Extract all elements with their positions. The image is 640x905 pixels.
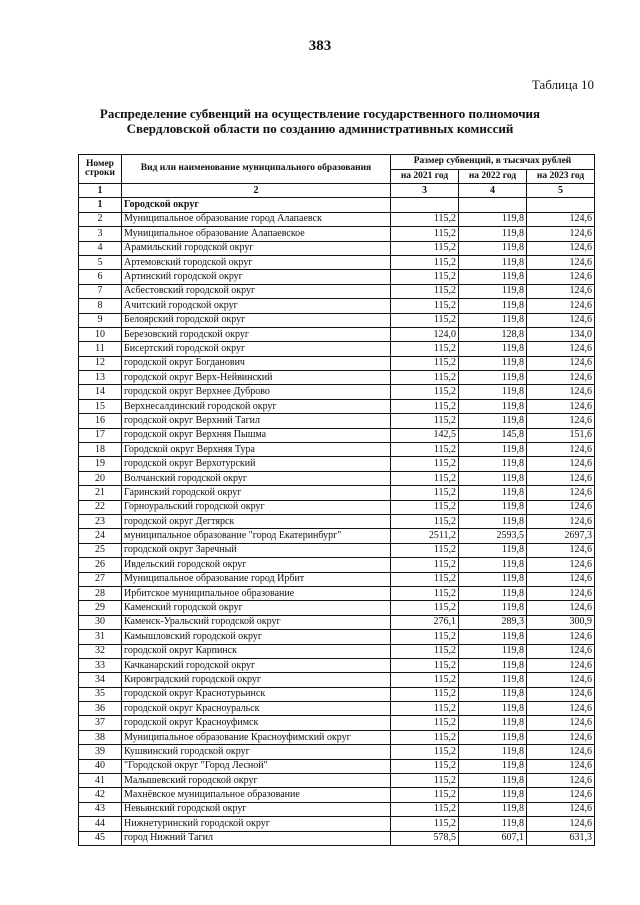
table-row [79,414,595,428]
table-row [79,313,595,327]
amount-2022-cell: 119,8 [459,486,527,500]
table-row [79,658,595,672]
amount-2021-cell: 115,2 [391,572,459,586]
municipality-name-cell: Муниципальное образование Красноуфимский округ [122,730,391,744]
municipality-name-cell: городской округ Богданович [122,356,391,370]
amount-2021-cell: 115,2 [391,284,459,298]
table-row [79,428,595,442]
amount-2022-cell: 119,8 [459,543,527,557]
table-row [79,601,595,615]
table-row [79,270,595,284]
amount-2023-cell: 124,6 [527,702,595,716]
table-row [79,457,595,471]
amount-2022-cell: 119,8 [459,802,527,816]
municipality-name-cell: Камышловский городской округ [122,630,391,644]
amount-2021-cell: 115,2 [391,586,459,600]
municipality-name-cell: Ирбитское муниципальное образование [122,586,391,600]
amount-2023-cell: 134,0 [527,327,595,341]
amount-2021-cell: 115,2 [391,371,459,385]
municipality-name-cell: Муниципальное образование Алапаевское [122,227,391,241]
row-number-cell: 15 [79,399,122,413]
amount-2022-cell: 119,8 [459,673,527,687]
municipality-name-cell: Артинский городской округ [122,270,391,284]
amount-2021-cell: 115,2 [391,443,459,457]
row-number-cell: 40 [79,759,122,773]
row-number-cell: 42 [79,788,122,802]
amount-2021-cell: 115,2 [391,457,459,471]
row-number-cell: 43 [79,802,122,816]
amount-2021-cell: 115,2 [391,313,459,327]
table-row [79,543,595,557]
amount-2022-cell: 119,8 [459,687,527,701]
table-body [79,198,595,846]
municipality-name-cell: Верхнесалдинский городской округ [122,399,391,413]
municipality-name-cell: Артемовский городской округ [122,255,391,269]
amount-2023-cell: 124,6 [527,802,595,816]
table-row [79,831,595,845]
municipality-name-cell: Муниципальное образование город Алапаевск [122,212,391,226]
table-row [79,227,595,241]
row-number-cell: 37 [79,716,122,730]
row-number-cell: 36 [79,702,122,716]
amount-2021-cell: 115,2 [391,558,459,572]
amount-2022-cell [459,198,527,212]
amount-2022-cell: 119,8 [459,716,527,730]
amount-2023-cell: 124,6 [527,227,595,241]
municipality-name-cell: городской округ Заречный [122,543,391,557]
amount-2022-cell: 119,8 [459,414,527,428]
table-row [79,299,595,313]
row-number-cell: 30 [79,615,122,629]
row-number-cell: 9 [79,313,122,327]
amount-2023-cell: 124,6 [527,284,595,298]
amount-2022-cell: 119,8 [459,759,527,773]
amount-2021-cell: 115,2 [391,486,459,500]
amount-2021-cell: 578,5 [391,831,459,845]
amount-2021-cell: 115,2 [391,745,459,759]
row-number-cell: 4 [79,241,122,255]
amount-2023-cell: 124,6 [527,500,595,514]
table-row [79,572,595,586]
row-number-cell: 8 [79,299,122,313]
row-number-cell: 17 [79,428,122,442]
header-year-2022: на 2022 год [459,169,527,184]
column-index: 4 [459,184,527,198]
amount-2021-cell: 276,1 [391,615,459,629]
amount-2022-cell: 119,8 [459,212,527,226]
row-number-cell: 11 [79,342,122,356]
table-row [79,371,595,385]
row-number-cell: 27 [79,572,122,586]
row-number-cell: 10 [79,327,122,341]
row-number-cell: 22 [79,500,122,514]
amount-2023-cell: 151,6 [527,428,595,442]
amount-2023-cell: 124,6 [527,745,595,759]
amount-2023-cell: 124,6 [527,255,595,269]
municipality-name-cell: городской округ Верхотурский [122,457,391,471]
table-row [79,342,595,356]
municipality-name-cell: городской округ Дегтярск [122,514,391,528]
amount-2022-cell: 119,8 [459,313,527,327]
table-row [79,630,595,644]
amount-2021-cell: 115,2 [391,514,459,528]
municipality-name-cell: Березовский городской округ [122,327,391,341]
header-year-2023: на 2023 год [527,169,595,184]
row-number-cell: 31 [79,630,122,644]
amount-2021-cell: 115,2 [391,716,459,730]
row-number-cell: 34 [79,673,122,687]
table-label: Таблица 10 [531,77,594,92]
header-row-number: Номер строки [79,155,122,184]
amount-2022-cell: 119,8 [459,514,527,528]
amount-2021-cell: 115,2 [391,730,459,744]
municipality-name-cell: Качканарский городской округ [122,658,391,672]
amount-2021-cell: 115,2 [391,802,459,816]
amount-2022-cell: 119,8 [459,284,527,298]
amount-2022-cell: 119,8 [459,500,527,514]
amount-2021-cell: 115,2 [391,356,459,370]
amount-2023-cell: 2697,3 [527,529,595,543]
municipality-name-cell: Каменск-Уральский городской округ [122,615,391,629]
amount-2022-cell: 119,8 [459,255,527,269]
amount-2021-cell: 115,2 [391,270,459,284]
table-row [79,730,595,744]
row-number-cell: 29 [79,601,122,615]
municipality-name-cell: городской округ Верх-Нейвинский [122,371,391,385]
amount-2022-cell: 119,8 [459,745,527,759]
amount-2021-cell: 115,2 [391,630,459,644]
table-row [79,745,595,759]
row-number-cell: 39 [79,745,122,759]
amount-2023-cell: 124,6 [527,730,595,744]
header-name: Вид или наименование муниципального образования [122,155,391,184]
amount-2023-cell: 124,6 [527,817,595,831]
table-row [79,615,595,629]
amount-2022-cell: 128,8 [459,327,527,341]
municipality-name-cell: городской округ Верхнее Дуброво [122,385,391,399]
amount-2022-cell: 119,8 [459,471,527,485]
table-row [79,241,595,255]
amount-2023-cell: 124,6 [527,558,595,572]
amount-2022-cell: 119,8 [459,299,527,313]
row-number-cell: 45 [79,831,122,845]
table-row [79,471,595,485]
table-row [79,802,595,816]
amount-2021-cell: 115,2 [391,658,459,672]
title-line-2: Свердловской области по созданию административных комиссий [126,121,514,136]
amount-2022-cell: 289,3 [459,615,527,629]
table-row [79,716,595,730]
row-number-cell: 21 [79,486,122,500]
table-row [79,486,595,500]
amount-2021-cell: 115,2 [391,399,459,413]
amount-2023-cell: 124,6 [527,687,595,701]
amount-2023-cell: 124,6 [527,601,595,615]
header-year-2021: на 2021 год [391,169,459,184]
amount-2023-cell: 124,6 [527,774,595,788]
municipality-name-cell: Белоярский городской округ [122,313,391,327]
amount-2023-cell: 124,6 [527,414,595,428]
amount-2023-cell: 631,3 [527,831,595,845]
amount-2023-cell: 124,6 [527,471,595,485]
amount-2022-cell: 119,8 [459,385,527,399]
page-number: 383 [308,38,332,54]
amount-2022-cell: 119,8 [459,399,527,413]
row-number-cell: 44 [79,817,122,831]
amount-2021-cell: 115,2 [391,500,459,514]
subsidy-table [78,154,595,846]
municipality-name-cell: Малышевский городской округ [122,774,391,788]
amount-2021-cell: 124,0 [391,327,459,341]
table-row [79,788,595,802]
amount-2022-cell: 119,8 [459,227,527,241]
municipality-name-cell: Кировградский городской округ [122,673,391,687]
amount-2023-cell: 124,6 [527,313,595,327]
row-number-cell: 2 [79,212,122,226]
amount-2022-cell: 119,8 [459,457,527,471]
row-number-cell: 6 [79,270,122,284]
row-number-cell: 12 [79,356,122,370]
municipality-name-cell: Каменский городской округ [122,601,391,615]
municipality-name-cell: Городской округ Верхняя Тура [122,443,391,457]
table-row [79,385,595,399]
table-row [79,759,595,773]
table-row [79,644,595,658]
row-number-cell: 14 [79,385,122,399]
row-number-cell: 23 [79,514,122,528]
amount-2023-cell: 124,6 [527,457,595,471]
amount-2022-cell: 119,8 [459,558,527,572]
column-index: 1 [79,184,122,198]
amount-2022-cell: 119,8 [459,702,527,716]
municipality-name-cell: городской округ Красноуральск [122,702,391,716]
amount-2021-cell: 115,2 [391,299,459,313]
amount-2021-cell: 115,2 [391,702,459,716]
amount-2023-cell: 124,6 [527,342,595,356]
row-number-cell: 35 [79,687,122,701]
table-row [79,687,595,701]
amount-2022-cell: 119,8 [459,788,527,802]
amount-2022-cell: 119,8 [459,342,527,356]
amount-2022-cell: 607,1 [459,831,527,845]
amount-2022-cell: 119,8 [459,371,527,385]
amount-2023-cell: 124,6 [527,371,595,385]
amount-2023-cell: 124,6 [527,399,595,413]
amount-2022-cell: 119,8 [459,817,527,831]
amount-2021-cell: 115,2 [391,601,459,615]
amount-2022-cell: 119,8 [459,601,527,615]
table-row [79,702,595,716]
amount-2023-cell: 124,6 [527,385,595,399]
column-index: 2 [122,184,391,198]
amount-2021-cell: 115,2 [391,471,459,485]
table-row [79,558,595,572]
municipality-name-cell: Невьянский городской округ [122,802,391,816]
table-row [79,255,595,269]
header-amount: Размер субвенций, в тысячах рублей [391,155,595,170]
row-number-cell: 1 [79,198,122,212]
amount-2022-cell: 119,8 [459,241,527,255]
amount-2022-cell: 119,8 [459,658,527,672]
column-index: 3 [391,184,459,198]
amount-2021-cell: 115,2 [391,673,459,687]
amount-2022-cell: 119,8 [459,443,527,457]
amount-2021-cell: 115,2 [391,543,459,557]
table-row [79,198,595,212]
table-row [79,586,595,600]
amount-2023-cell: 124,6 [527,486,595,500]
table-row [79,774,595,788]
municipality-name-cell: городской округ Верхний Тагил [122,414,391,428]
row-number-cell: 13 [79,371,122,385]
municipality-name-cell: Ивдельский городской округ [122,558,391,572]
amount-2022-cell: 119,8 [459,644,527,658]
municipality-name-cell: Ачитский городской округ [122,299,391,313]
municipality-name-cell: Махнёвское муниципальное образование [122,788,391,802]
amount-2023-cell: 124,6 [527,572,595,586]
amount-2023-cell: 124,6 [527,212,595,226]
amount-2022-cell: 2593,5 [459,529,527,543]
amount-2023-cell: 300,9 [527,615,595,629]
amount-2021-cell: 115,2 [391,759,459,773]
row-number-cell: 3 [79,227,122,241]
amount-2023-cell: 124,6 [527,586,595,600]
amount-2021-cell: 115,2 [391,414,459,428]
amount-2022-cell: 145,8 [459,428,527,442]
municipality-name-cell: Гаринский городской округ [122,486,391,500]
amount-2023-cell: 124,6 [527,630,595,644]
row-number-cell: 26 [79,558,122,572]
amount-2023-cell: 124,6 [527,716,595,730]
table-title [0,106,640,136]
municipality-name-cell: город Нижний Тагил [122,831,391,845]
municipality-name-cell: Асбестовский городской округ [122,284,391,298]
amount-2021-cell: 115,2 [391,227,459,241]
amount-2021-cell: 115,2 [391,644,459,658]
amount-2021-cell: 115,2 [391,241,459,255]
municipality-name-cell: Бисертский городской округ [122,342,391,356]
table-row [79,284,595,298]
amount-2023-cell: 124,6 [527,673,595,687]
municipality-name-cell: "Городской округ "Город Лесной" [122,759,391,773]
table-row [79,356,595,370]
row-number-cell: 20 [79,471,122,485]
municipality-name-cell: Кушвинский городской округ [122,745,391,759]
amount-2021-cell: 115,2 [391,255,459,269]
table-row [79,500,595,514]
amount-2023-cell: 124,6 [527,356,595,370]
amount-2023-cell: 124,6 [527,443,595,457]
amount-2023-cell [527,198,595,212]
amount-2021-cell [391,198,459,212]
amount-2022-cell: 119,8 [459,572,527,586]
row-number-cell: 16 [79,414,122,428]
amount-2021-cell: 115,2 [391,788,459,802]
row-number-cell: 18 [79,443,122,457]
table-row [79,212,595,226]
municipality-name-cell: городской округ Краснотурьинск [122,687,391,701]
table-row [79,529,595,543]
municipality-name-cell: Волчанский городской округ [122,471,391,485]
table-row [79,327,595,341]
amount-2021-cell: 142,5 [391,428,459,442]
amount-2023-cell: 124,6 [527,788,595,802]
row-number-cell: 33 [79,658,122,672]
amount-2023-cell: 124,6 [527,241,595,255]
municipality-name-cell: городской округ Карпинск [122,644,391,658]
amount-2021-cell: 2511,2 [391,529,459,543]
amount-2021-cell: 115,2 [391,687,459,701]
row-number-cell: 24 [79,529,122,543]
row-number-cell: 28 [79,586,122,600]
amount-2022-cell: 119,8 [459,730,527,744]
column-index: 5 [527,184,595,198]
amount-2021-cell: 115,2 [391,774,459,788]
column-index-row [79,184,595,198]
table-row [79,443,595,457]
municipality-name-cell: городской округ Верхняя Пышма [122,428,391,442]
amount-2023-cell: 124,6 [527,759,595,773]
amount-2023-cell: 124,6 [527,299,595,313]
amount-2022-cell: 119,8 [459,586,527,600]
municipality-name-cell: городской округ Красноуфимск [122,716,391,730]
amount-2022-cell: 119,8 [459,270,527,284]
municipality-name-cell: муниципальное образование "город Екатеринбург" [122,529,391,543]
amount-2021-cell: 115,2 [391,817,459,831]
amount-2023-cell: 124,6 [527,514,595,528]
amount-2021-cell: 115,2 [391,385,459,399]
title-line-1: Распределение субвенций на осуществление государственного полномочия [99,106,541,121]
municipality-name-cell: Муниципальное образование город Ирбит [122,572,391,586]
municipality-name-cell: Городской округ [122,198,391,212]
table-row [79,817,595,831]
municipality-name-cell: Горноуральский городской округ [122,500,391,514]
amount-2022-cell: 119,8 [459,774,527,788]
amount-2021-cell: 115,2 [391,212,459,226]
municipality-name-cell: Нижнетуринский городской округ [122,817,391,831]
row-number-cell: 19 [79,457,122,471]
table-row [79,514,595,528]
amount-2021-cell: 115,2 [391,342,459,356]
amount-2022-cell: 119,8 [459,356,527,370]
table-row [79,673,595,687]
row-number-cell: 7 [79,284,122,298]
row-number-cell: 25 [79,543,122,557]
amount-2023-cell: 124,6 [527,658,595,672]
amount-2023-cell: 124,6 [527,543,595,557]
row-number-cell: 5 [79,255,122,269]
amount-2022-cell: 119,8 [459,630,527,644]
row-number-cell: 41 [79,774,122,788]
amount-2023-cell: 124,6 [527,644,595,658]
table-row [79,399,595,413]
row-number-cell: 38 [79,730,122,744]
row-number-cell: 32 [79,644,122,658]
amount-2023-cell: 124,6 [527,270,595,284]
municipality-name-cell: Арамильский городской округ [122,241,391,255]
